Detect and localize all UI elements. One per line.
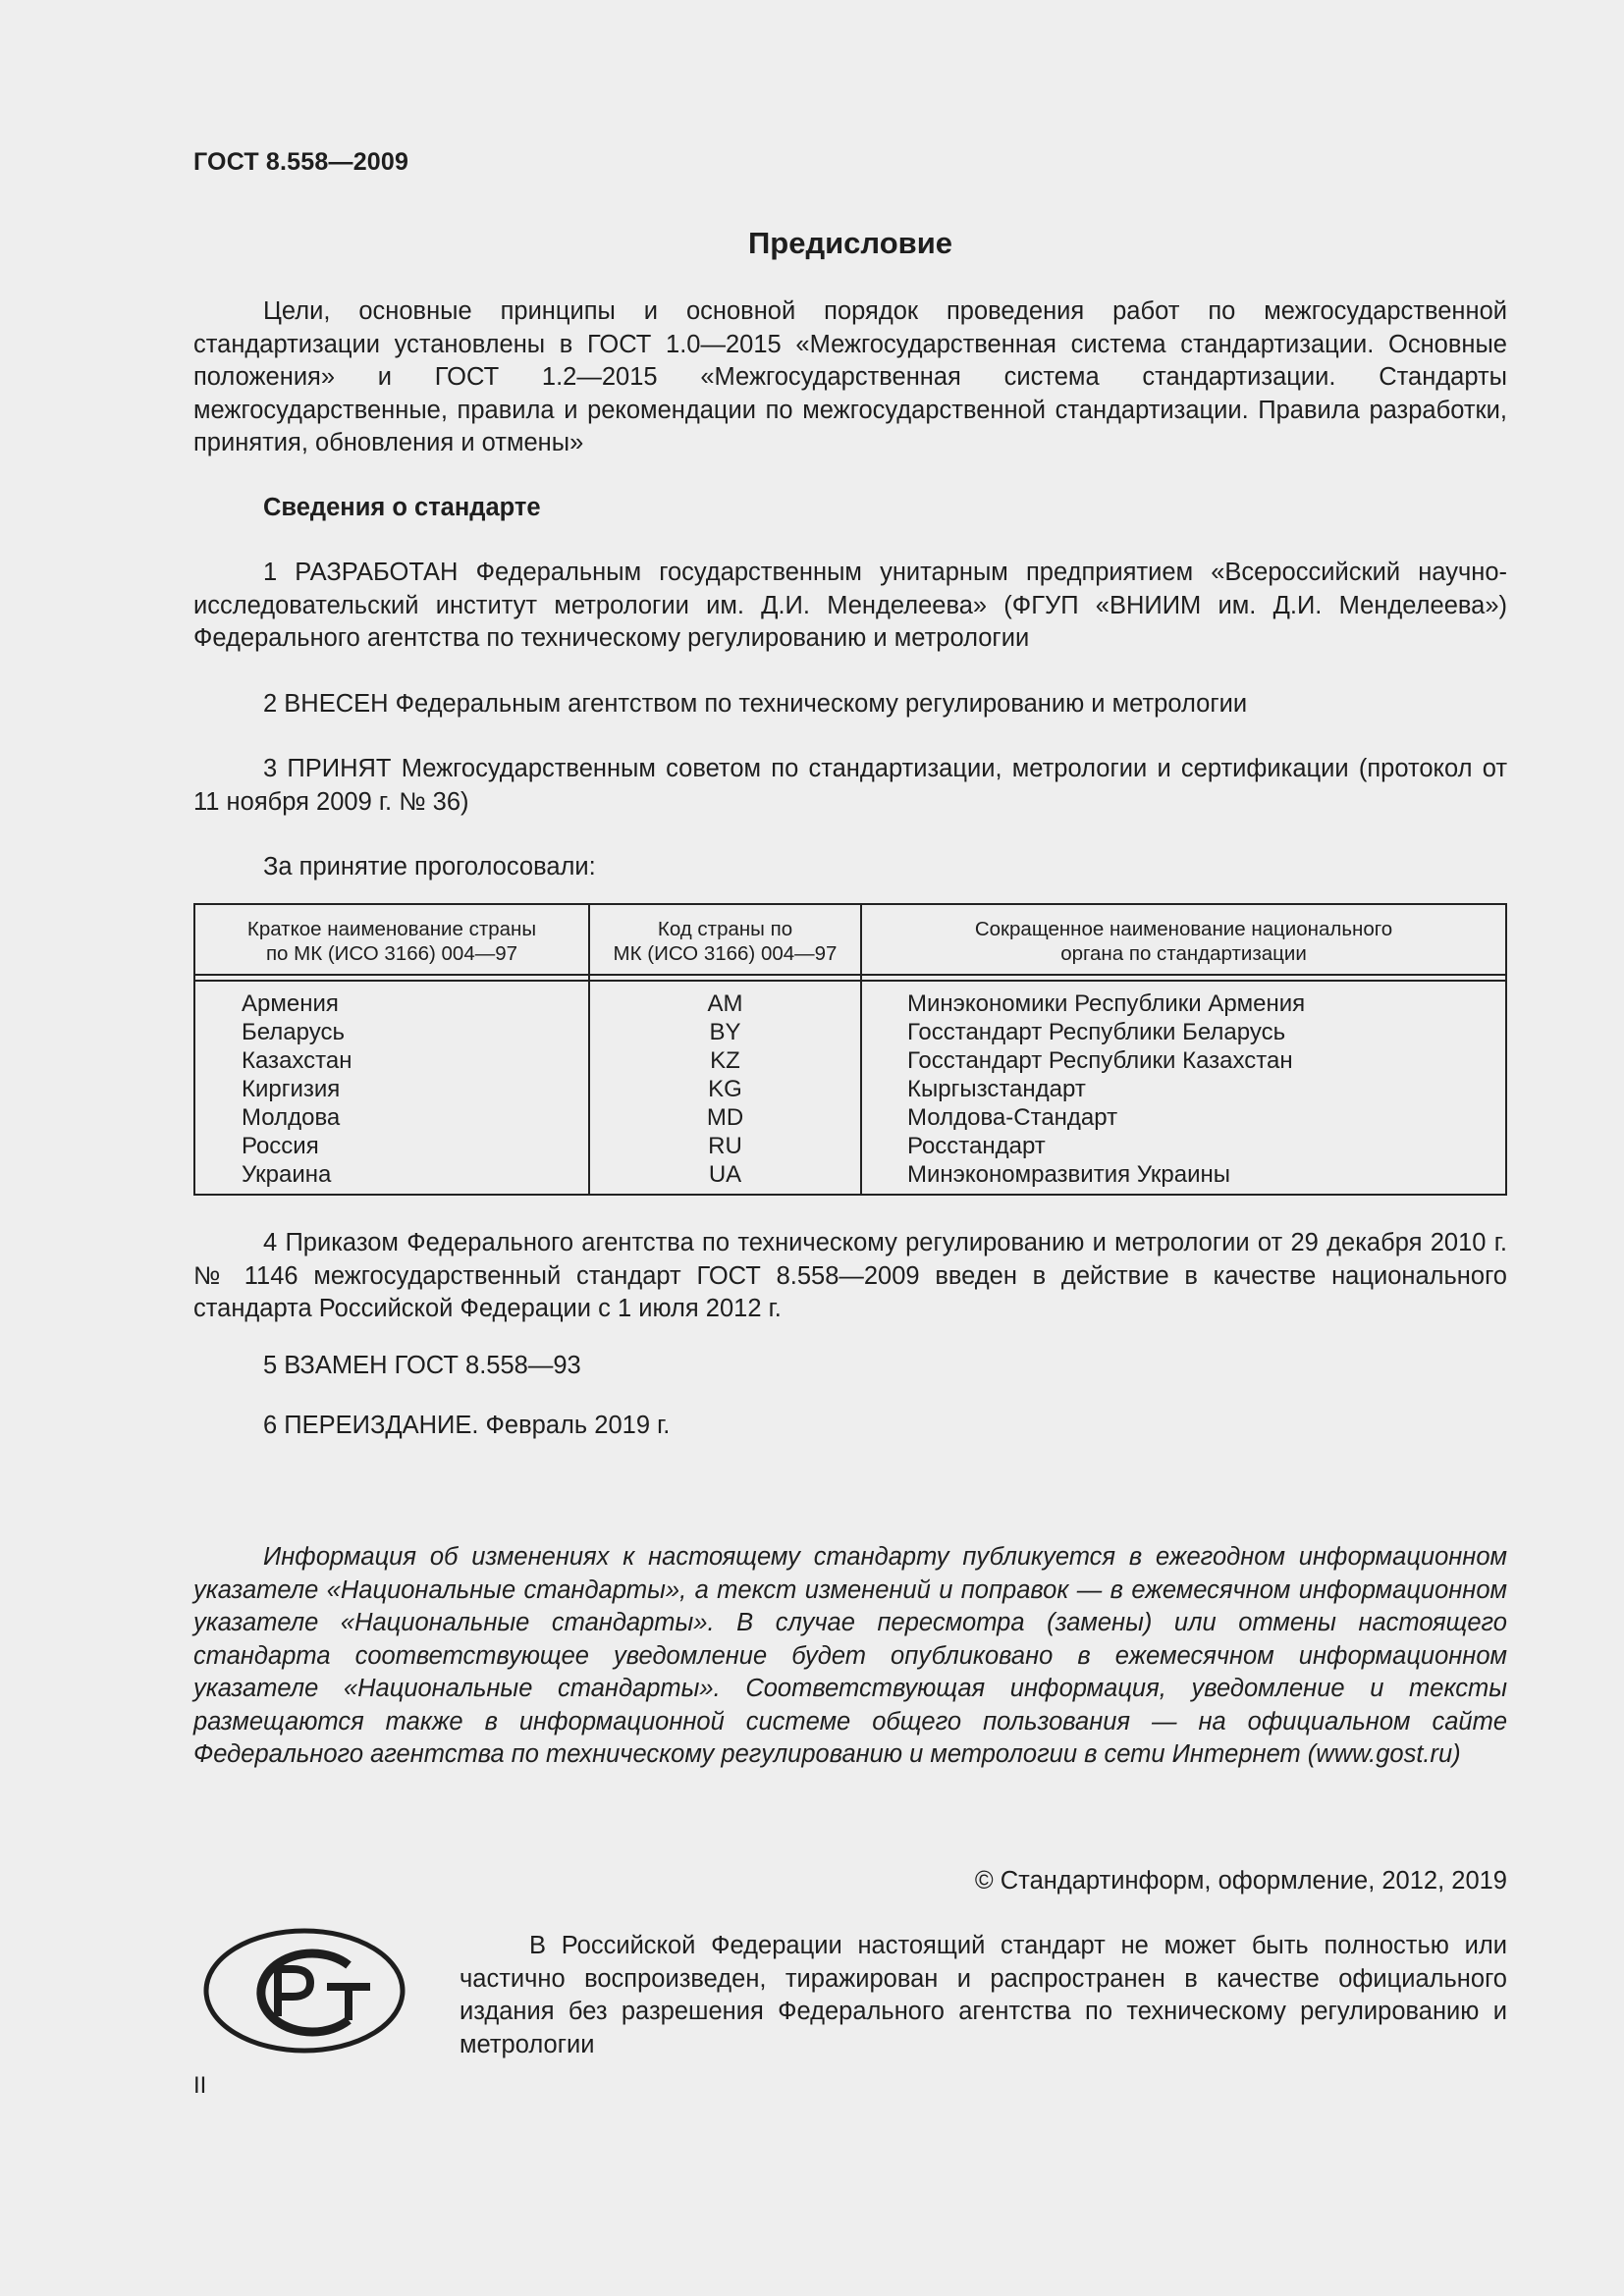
page-title: Предисловие: [747, 226, 952, 260]
table-column-code: [590, 989, 860, 1189]
table-cell-code: KZ: [710, 1047, 740, 1074]
table-cell-country: Украина: [242, 1161, 332, 1188]
voting-table: [193, 903, 1507, 1196]
page-number: II: [193, 2072, 207, 2099]
info-heading: Сведения о стандарте: [263, 494, 541, 521]
table-cell-code: BY: [709, 1019, 741, 1045]
table-cell-code: KG: [708, 1076, 742, 1102]
table-cell-body: Минэкономразвития Украины: [907, 1161, 1231, 1188]
item-replaces: 5 ВЗАМЕН ГОСТ 8.558—93: [263, 1352, 581, 1379]
table-cell-code: MD: [706, 1104, 744, 1131]
item-order: 4 Приказом Федерального агентства по техническому регулированию и метрологии от 29 декабря 2010 г. № 1146 межгосударственный стандарт ГОСТ 8.558—2009 введен в действие в качестве национального стандарта Российской Федерации с 1 июля 2012 г.: [193, 1229, 1507, 1322]
table-cell-country: Беларусь: [242, 1019, 345, 1045]
item-reissue: 6 ПЕРЕИЗДАНИЕ. Февраль 2019 г.: [263, 1412, 671, 1439]
table-cell-code: AM: [707, 990, 743, 1017]
table-column-country: [242, 989, 575, 1189]
table-header-body: Сокращенное наименование национального органа по стандартизации: [974, 918, 1393, 965]
table-cell-body: Молдова-Стандарт: [907, 1104, 1118, 1131]
table-header-country: Краткое наименование страны по МК (ИСО 3166) 004—97: [246, 918, 537, 965]
table-cell-code: RU: [708, 1133, 742, 1159]
copyright-line: © Стандартинформ, оформление, 2012, 2019: [974, 1867, 1507, 1895]
table-cell-body: Росстандарт: [907, 1133, 1046, 1159]
table-cell-country: Россия: [242, 1133, 319, 1159]
table-cell-country: Казахстан: [242, 1047, 352, 1074]
table-header-divider: [195, 980, 1505, 982]
table-cell-body: Кыргызстандарт: [907, 1076, 1086, 1102]
pct-certification-mark-icon: [201, 1926, 407, 2056]
table-cell-country: Армения: [242, 990, 339, 1017]
changes-info-paragraph: Информация об изменениях к настоящему стандарту публикуется в ежегодном информационном указателе «Национальные стандарты», а текст изменений и поправок — в ежемесячном информационном указателе «Национальные стандарты». В случае пересмотра (замены) или отмены настоящего стандарта соответствующее уведомление будет опубликовано в ежемесячном информационном указателе «Национальные стандарты». Соответствующая информация, уведомление и тексты размещаются также в информационной системе общего пользования — на официальном сайте Федерального агентства по техническому регулированию и метрологии в сети Интернет (www.gost.ru): [193, 1543, 1507, 1768]
reproduction-notice: В Российской Федерации настоящий стандарт не может быть полностью или частично воспроизведен, тиражирован и распространен в качестве официального издания без разрешения Федерального агентства по техническому регулированию и метрологии: [460, 1932, 1507, 2058]
voted-label: За принятие проголосовали:: [263, 853, 596, 881]
table-header-code: Код страны по МК (ИСО 3166) 004—97: [613, 918, 838, 965]
item-developed: 1 РАЗРАБОТАН Федеральным государственным унитарным предприятием «Всероссийский научно-исследовательский институт метрологии им. Д.И. Менделеева» (ФГУП «ВНИИМ им. Д.И. Менделеева») Федерального агентства по техническому регулированию и метрологии: [193, 559, 1507, 652]
table-cell-code: UA: [708, 1161, 742, 1188]
table-cell-country: Киргизия: [242, 1076, 341, 1102]
table-cell-country: Молдова: [242, 1104, 341, 1131]
table-header-divider: [195, 974, 1505, 976]
table-column-body: [907, 989, 1496, 1189]
table-cell-body: Госстандарт Республики Беларусь: [907, 1019, 1286, 1045]
item-adopted: 3 ПРИНЯТ Межгосударственным советом по стандартизации, метрологии и сертификации (протокол от 11 ноября 2009 г. № 36): [193, 755, 1507, 816]
document-code: ГОСТ 8.558—2009: [193, 148, 409, 176]
table-cell-body: Минэкономики Республики Армения: [907, 990, 1306, 1017]
table-cell-body: Госстандарт Республики Казахстан: [907, 1047, 1293, 1074]
intro-paragraph: Цели, основные принципы и основной порядок проведения работ по межгосударственной стандартизации установлены в ГОСТ 1.0—2015 «Межгосударственная система стандартизации. Основные положения» и ГОСТ 1.2—2015 «Межгосударственная система стандартизации. Стандарты межгосударственные, правила и рекомендации по межгосударственной стандартизации. Правила разработки, принятия, обновления и отмены»: [193, 297, 1507, 456]
document-page: [193, 0, 1507, 2296]
item-introduced: 2 ВНЕСЕН Федеральным агентством по техническому регулированию и метрологии: [263, 690, 1248, 718]
